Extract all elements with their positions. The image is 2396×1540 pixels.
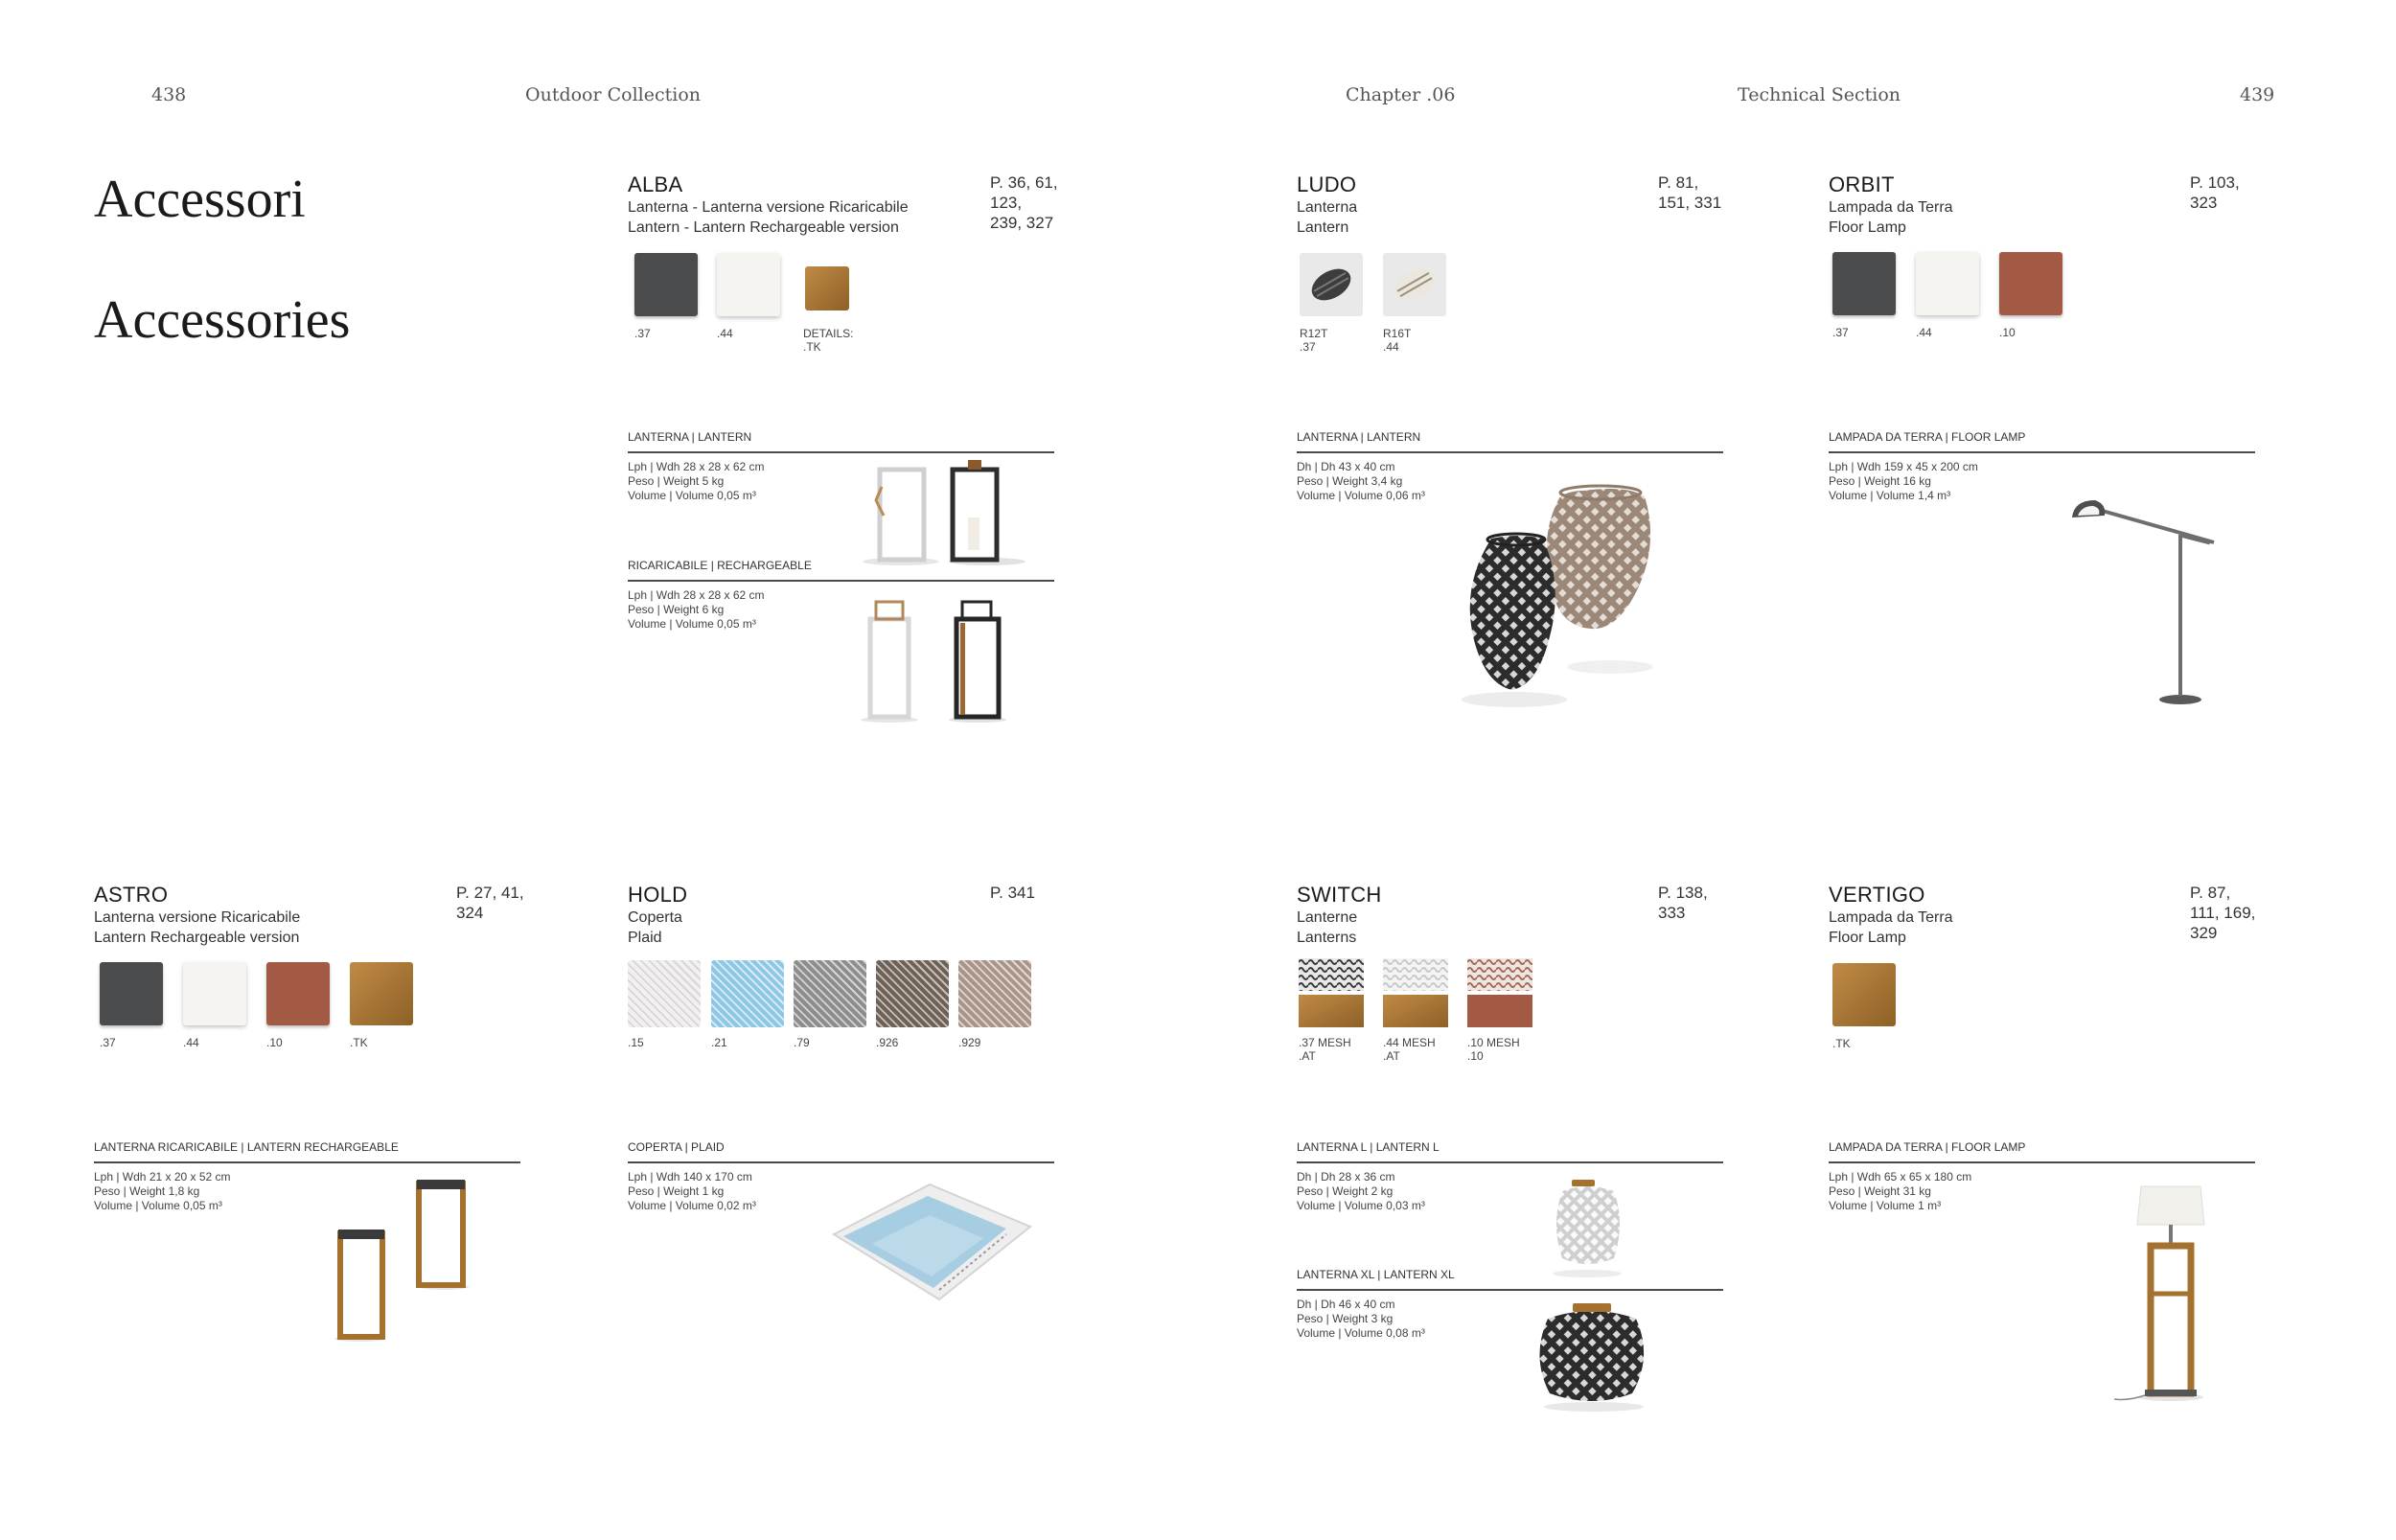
swatch-label: .15 xyxy=(628,1036,644,1049)
page-references: P. 27, 41, 324 xyxy=(456,884,524,922)
swatch-teak xyxy=(350,962,413,1025)
spec-heading: COPERTA | PLAID xyxy=(628,1140,1054,1163)
product-subtitle-en: Floor Lamp xyxy=(1829,930,1906,946)
title-italian: Accessori xyxy=(94,170,306,229)
swatch-plaid-beige xyxy=(958,960,1031,1027)
swatch-mesh-dark xyxy=(1299,958,1364,1027)
spec-dimensions: Dh | Dh 43 x 40 cm xyxy=(1297,460,1395,473)
spec-weight: Peso | Weight 1 kg xyxy=(628,1184,725,1198)
product-name: ASTRO xyxy=(94,883,169,907)
product-subtitle-it: Lanterna xyxy=(1297,199,1358,216)
swatch-label: .44 xyxy=(183,1036,199,1049)
swatch-label: .37 xyxy=(100,1036,116,1049)
spec-dimensions: Lph | Wdh 28 x 28 x 62 cm xyxy=(628,588,765,602)
swatch-anthracite xyxy=(100,962,163,1025)
swatch-label: .TK xyxy=(350,1036,368,1049)
product-subtitle-it: Lanterna versione Ricaricabile xyxy=(94,909,301,926)
swatch-anthracite xyxy=(1832,252,1896,315)
section-label: Technical Section xyxy=(1738,84,1901,105)
swatch-teak xyxy=(805,266,849,310)
product-ludo xyxy=(1297,172,1728,238)
spec-dimensions: Lph | Wdh 65 x 65 x 180 cm xyxy=(1829,1170,1972,1184)
spec-dimensions: Lph | Wdh 21 x 20 x 52 cm xyxy=(94,1170,231,1184)
spec-volume: Volume | Volume 0,05 m³ xyxy=(628,489,756,502)
swatch-plaid-white xyxy=(628,960,701,1027)
product-name: VERTIGO xyxy=(1829,883,1925,907)
collection-title: Outdoor Collection xyxy=(525,84,702,105)
spec-dimensions: Lph | Wdh 159 x 45 x 200 cm xyxy=(1829,460,1978,473)
swatch-mesh-white xyxy=(1383,958,1448,1027)
swatch-label: .929 xyxy=(958,1036,981,1049)
spec-volume: Volume | Volume 0,02 m³ xyxy=(628,1199,756,1212)
swatch-rope-dark xyxy=(1300,253,1363,316)
spec-heading: LANTERNA RICARICABILE | LANTERN RECHARGEABLE xyxy=(94,1140,520,1163)
swatch-label: .44 xyxy=(1916,326,1932,339)
spec-weight: Peso | Weight 2 kg xyxy=(1297,1184,1394,1198)
product-alba xyxy=(628,172,1059,238)
swatch-label: .37 xyxy=(634,327,651,340)
switch-lantern-xl-image xyxy=(1519,1294,1663,1414)
product-orbit xyxy=(1829,172,2260,238)
chapter-label: Chapter .06 xyxy=(1346,84,1456,105)
spec-weight: Peso | Weight 1,8 kg xyxy=(94,1184,200,1198)
swatch-label: DETAILS: xyxy=(803,327,854,340)
swatch-white xyxy=(717,253,780,316)
spec-weight: Peso | Weight 3,4 kg xyxy=(1297,474,1403,488)
swatch-label: .TK xyxy=(1832,1037,1851,1050)
swatch-label: .10 xyxy=(1999,326,2016,339)
spec-dimensions: Lph | Wdh 28 x 28 x 62 cm xyxy=(628,460,765,473)
spec-volume: Volume | Volume 0,06 m³ xyxy=(1297,489,1425,502)
swatch-white xyxy=(1916,252,1979,315)
swatch-label: .AT xyxy=(1383,1049,1400,1063)
swatch-label: .79 xyxy=(794,1036,810,1049)
spec-volume: Volume | Volume 1 m³ xyxy=(1829,1199,1942,1212)
hold-plaid-image xyxy=(815,1177,1035,1311)
spec-section xyxy=(1297,1140,1723,1213)
product-subtitle-en: Lantern - Lantern Rechargeable version xyxy=(628,219,899,236)
page-references: P. 87, 111, 169, 329 xyxy=(2190,884,2256,942)
product-subtitle-en: Lantern Rechargeable version xyxy=(94,930,300,946)
swatch-label: .926 xyxy=(876,1036,899,1049)
astro-lantern-image xyxy=(321,1174,503,1346)
orbit-floor-lamp-image xyxy=(2061,489,2271,714)
page-references: P. 138, 333 xyxy=(1658,884,1708,922)
spec-heading: LAMPADA DA TERRA | FLOOR LAMP xyxy=(1829,1140,2255,1163)
product-subtitle-en: Lanterns xyxy=(1297,930,1357,946)
swatch-label: .44 xyxy=(717,327,733,340)
page-references: P. 103, 323 xyxy=(2190,173,2240,212)
swatch-white xyxy=(183,962,246,1025)
swatch-label: .37 xyxy=(1300,340,1316,354)
page-references: P. 81, 151, 331 xyxy=(1658,173,1722,212)
product-switch xyxy=(1297,883,1728,948)
alba-lantern-image xyxy=(843,458,1054,568)
swatch-label: R12T xyxy=(1300,327,1328,340)
swatch-mesh-terracotta xyxy=(1467,958,1532,1027)
spec-weight: Peso | Weight 5 kg xyxy=(628,474,725,488)
product-subtitle-it: Lanterna - Lanterna versione Ricaricabile xyxy=(628,199,909,216)
page-number-left: 438 xyxy=(151,84,187,105)
title-english: Accessories xyxy=(94,290,351,350)
product-name: LUDO xyxy=(1297,172,1357,196)
spec-volume: Volume | Volume 0,05 m³ xyxy=(94,1199,222,1212)
swatch-teak xyxy=(1832,963,1896,1026)
swatch-label: .10 xyxy=(1467,1049,1484,1063)
spec-dimensions: Dh | Dh 46 x 40 cm xyxy=(1297,1298,1395,1311)
spec-dimensions: Dh | Dh 28 x 36 cm xyxy=(1297,1170,1395,1184)
product-subtitle-en: Floor Lamp xyxy=(1829,219,1906,236)
spec-volume: Volume | Volume 1,4 m³ xyxy=(1829,489,1951,502)
swatch-label: .TK xyxy=(803,340,821,354)
swatch-label: R16T xyxy=(1383,327,1412,340)
spec-volume: Volume | Volume 0,05 m³ xyxy=(628,617,756,631)
spec-dimensions: Lph | Wdh 140 x 170 cm xyxy=(628,1170,752,1184)
product-subtitle-it: Lanterne xyxy=(1297,909,1358,926)
product-hold xyxy=(628,883,1059,948)
page-references: P. 341 xyxy=(990,884,1035,902)
swatch-label: .21 xyxy=(711,1036,727,1049)
product-name: ALBA xyxy=(628,172,683,196)
swatch-label: .44 xyxy=(1383,340,1399,354)
swatch-rope-light xyxy=(1383,253,1446,316)
product-subtitle-en: Lantern xyxy=(1297,219,1349,236)
swatch-label: .10 xyxy=(266,1036,283,1049)
spec-heading: LANTERNA | LANTERN xyxy=(1297,430,1723,453)
swatch-plaid-blue xyxy=(711,960,784,1027)
swatch-plaid-grey xyxy=(794,960,866,1027)
alba-rechargeable-image xyxy=(843,592,1054,726)
spec-weight: Peso | Weight 3 kg xyxy=(1297,1312,1394,1325)
product-subtitle-it: Lampada da Terra xyxy=(1829,909,1953,926)
product-name: SWITCH xyxy=(1297,883,1382,907)
spec-volume: Volume | Volume 0,08 m³ xyxy=(1297,1326,1425,1340)
spec-weight: Peso | Weight 16 kg xyxy=(1829,474,1931,488)
spec-heading: LANTERNA XL | LANTERN XL xyxy=(1297,1268,1723,1291)
product-subtitle-en: Plaid xyxy=(628,930,662,946)
swatch-terracotta xyxy=(1999,252,2062,315)
spec-weight: Peso | Weight 31 kg xyxy=(1829,1184,1931,1198)
switch-lantern-l-image xyxy=(1533,1174,1639,1279)
spec-weight: Peso | Weight 6 kg xyxy=(628,603,725,616)
swatch-anthracite xyxy=(634,253,698,316)
product-name: ORBIT xyxy=(1829,172,1895,196)
swatch-terracotta xyxy=(266,962,330,1025)
product-subtitle-it: Lampada da Terra xyxy=(1829,199,1953,216)
spec-heading: LAMPADA DA TERRA | FLOOR LAMP xyxy=(1829,430,2255,453)
spec-heading: LANTERNA L | LANTERN L xyxy=(1297,1140,1723,1163)
swatch-plaid-brown xyxy=(876,960,949,1027)
spec-heading: LANTERNA | LANTERN xyxy=(628,430,1054,453)
page-references: P. 36, 61, 123, 239, 327 xyxy=(990,173,1058,232)
product-astro xyxy=(94,883,525,948)
swatch-label: .10 MESH xyxy=(1467,1036,1520,1049)
swatch-label: .44 MESH xyxy=(1383,1036,1436,1049)
product-name: HOLD xyxy=(628,883,688,907)
ludo-lantern-image xyxy=(1457,479,1668,714)
spec-volume: Volume | Volume 0,03 m³ xyxy=(1297,1199,1425,1212)
swatch-label: .37 xyxy=(1832,326,1849,339)
swatch-label: .37 MESH xyxy=(1299,1036,1351,1049)
page-number-right: 439 xyxy=(2240,84,2275,105)
swatch-label: .AT xyxy=(1299,1049,1316,1063)
vertigo-floor-lamp-image xyxy=(2108,1179,2233,1404)
product-vertigo xyxy=(1829,883,2260,948)
product-subtitle-it: Coperta xyxy=(628,909,682,926)
spec-heading: RICARICABILE | RECHARGEABLE xyxy=(628,559,1054,582)
